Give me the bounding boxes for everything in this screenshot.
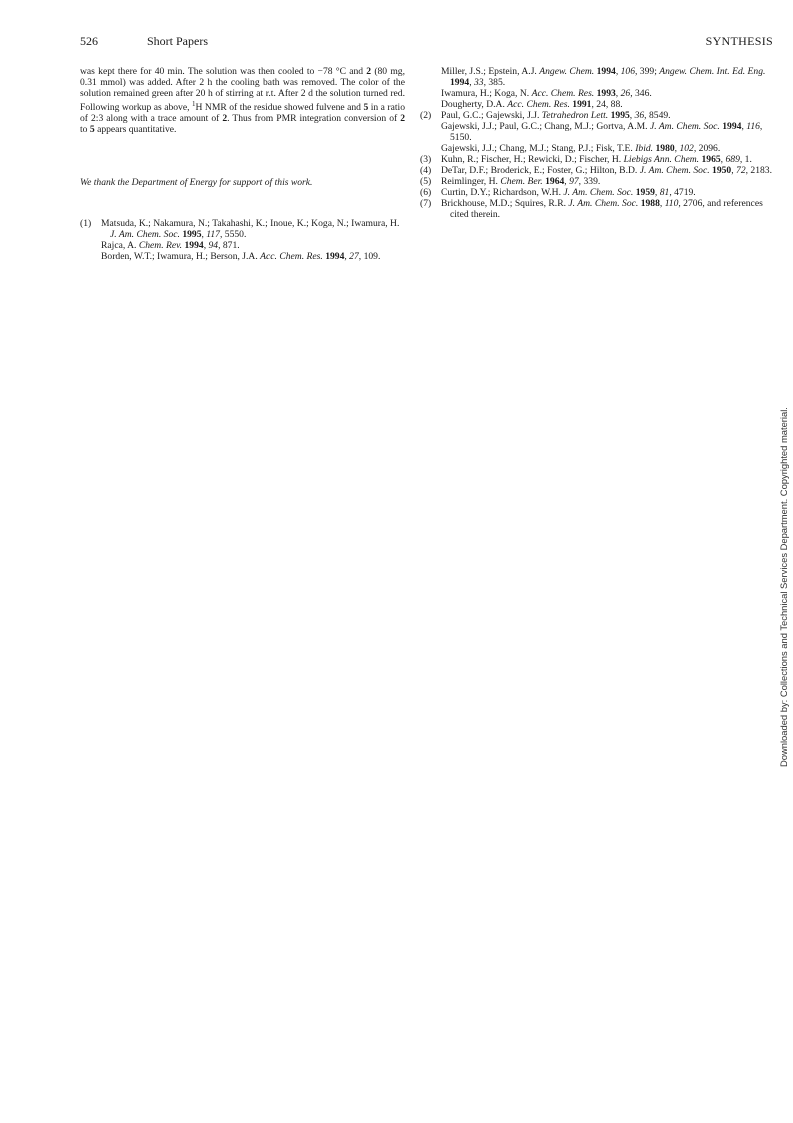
reference-entry: Miller, J.S.; Epstein, A.J. Angew. Chem. 1994, 106, 399; Angew. Chem. Int. Ed. Eng. 1994, 33, 385.	[441, 66, 766, 88]
reference-5	[420, 176, 773, 187]
reference-entry: Kuhn, R.; Fischer, H.; Rewicki, D.; Fischer, H. Liebigs Ann. Chem. 1965, 689, 1.	[441, 154, 752, 165]
reference-entry: Rajca, A. Chem. Rev. 1994, 94, 871.	[101, 240, 240, 252]
journal-name: SYNTHESIS	[705, 34, 773, 48]
reference-1-continued	[420, 66, 773, 110]
reference-entry: DeTar, D.F.; Broderick, E.; Foster, G.; Hilton, B.D. J. Am. Chem. Soc. 1950, 72, 2183.	[441, 165, 772, 176]
page-number: 526	[80, 34, 98, 48]
compound-ref: 5	[89, 124, 95, 136]
compound-ref: 2	[366, 66, 372, 77]
acknowledgement: We thank the Department of Energy for support of this work.	[80, 177, 313, 189]
reference-entry: Dougherty, D.A. Acc. Chem. Res. 1991, 24, 88.	[441, 99, 623, 110]
experimental-text	[80, 66, 405, 135]
reference-entry: Gajewski, J.J.; Chang, M.J.; Stang, P.J.; Fisk, T.E. Ibid. 1980, 102, 2096.	[441, 143, 721, 154]
reference-entry: Paul, G.C.; Gajewski, J.J. Tetrahedron Lett. 1995, 36, 8549.	[441, 110, 671, 121]
page-header	[80, 34, 773, 52]
reference-6	[420, 187, 773, 198]
reference-number: (6)	[420, 187, 432, 198]
reference-entry: Matsuda, K.; Nakamura, N.; Takahashi, K.; Inoue, K.; Koga, N.; Iwamura, H. J. Am. Chem. Soc. 1995, 117, 5550.	[101, 218, 400, 241]
download-notice-text: Downloaded by: Collections and Technical Services Department. Copyrighted material.	[778, 407, 789, 767]
reference-number: (1)	[80, 218, 92, 230]
compound-ref: 2	[222, 113, 228, 125]
compound-ref: 2	[400, 113, 405, 125]
reference-4	[420, 165, 773, 176]
reference-number: (7)	[420, 198, 432, 209]
section-title: Short Papers	[147, 34, 208, 48]
reference-3	[420, 154, 773, 165]
reference-7	[420, 198, 773, 220]
reference-number: (5)	[420, 176, 432, 187]
reference-entry: Curtin, D.Y.; Richardson, W.H. J. Am. Chem. Soc. 1959, 81, 4719.	[441, 187, 696, 198]
left-column	[80, 66, 405, 262]
reference-2	[420, 110, 773, 154]
reference-number: (4)	[420, 165, 432, 176]
compound-ref: 5	[363, 102, 369, 114]
references-list-left	[80, 218, 405, 262]
experimental-paragraph: was kept there for 40 min. The solution was then cooled to −78 °C and 2 (80 mg, 0.31 mmol) was added. After 2 h the cooling bath was removed. The color of the solution remained green after 20 h of stirring at r.t. After 2 d the solution turned red. Following workup as above, $^1$H NMR of the residue showed fulvene and 5 in a ratio of 2:3 along with a trace amount of 2. Thus from PMR integration conversion of 2 to 5 appears quantitative.	[80, 66, 406, 136]
reference-number: (3)	[420, 154, 432, 165]
reference-entry: Iwamura, H.; Koga, N. Acc. Chem. Res. 1993, 26, 346.	[441, 88, 652, 99]
reference-entry: Gajewski, J.J.; Paul, G.C.; Chang, M.J.; Gortva, A.M. J. Am. Chem. Soc. 1994, 116, 5150.	[441, 121, 763, 143]
reference-entry: Borden, W.T.; Iwamura, H.; Berson, J.A. Acc. Chem. Res. 1994, 27, 109.	[101, 251, 381, 263]
right-column	[420, 66, 773, 220]
reference-entry: Reimlinger, H. Chem. Ber. 1964, 97, 339.	[441, 176, 601, 187]
reference-1	[80, 218, 405, 262]
reference-entry: Brickhouse, M.D.; Squires, R.R. J. Am. Chem. Soc. 1988, 110, 2706, and references cited therein.	[441, 198, 763, 220]
reference-number: (2)	[420, 110, 432, 121]
